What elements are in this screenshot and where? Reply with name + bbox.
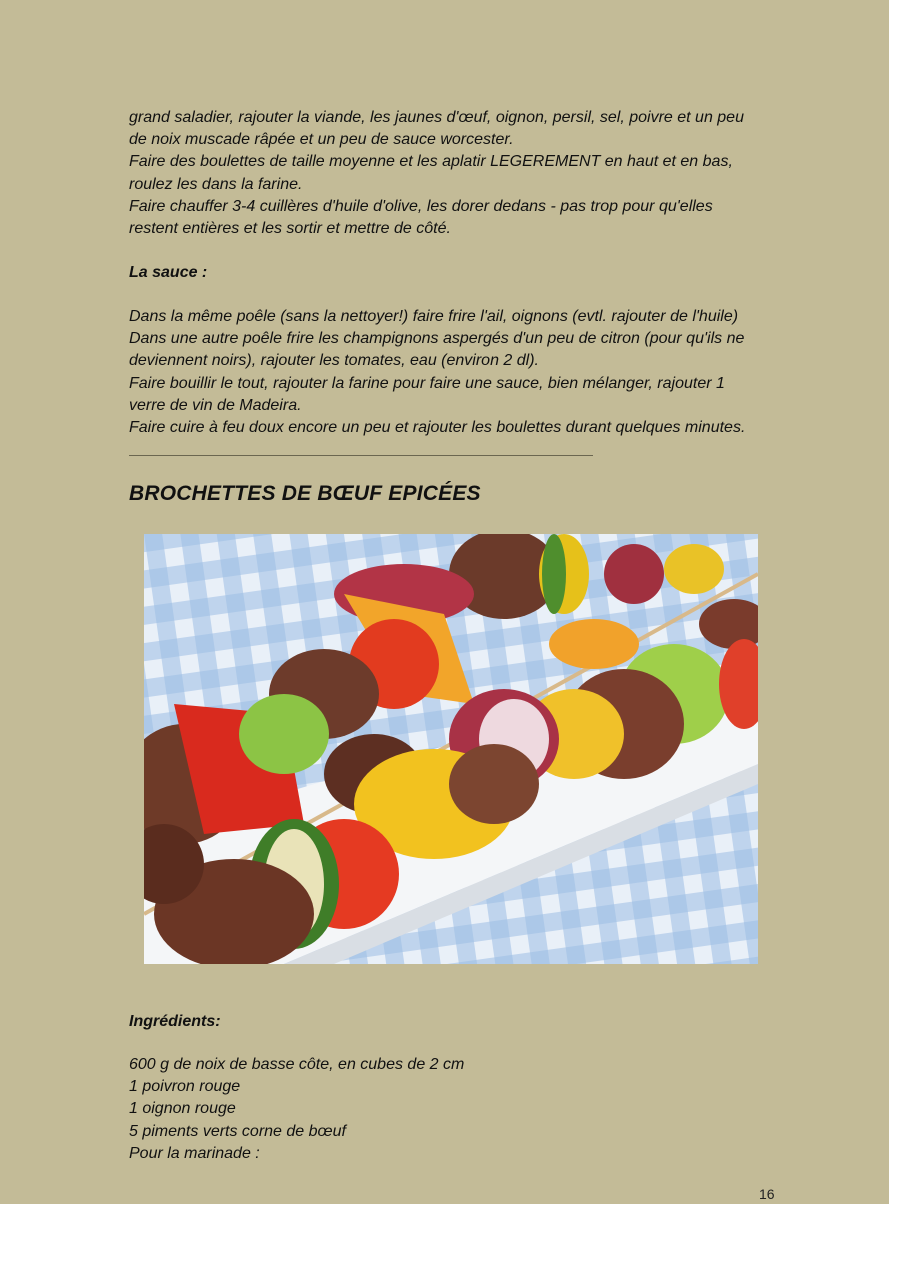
ingredients-heading-block xyxy=(129,1011,789,1033)
text-line: deviennent noirs), rajouter les tomates, eau (environ 2 dl). xyxy=(129,352,539,370)
recipe-title: BROCHETTES DE BŒUF EPICÉES xyxy=(129,482,481,505)
text-line: verre de vin de Madeira. xyxy=(129,396,302,414)
page-number: 16 xyxy=(759,1186,775,1202)
intro-paragraph xyxy=(129,107,789,240)
sauce-heading-block xyxy=(129,262,789,284)
sauce-heading: La sauce : xyxy=(129,264,208,281)
text-line: roulez les dans la farine. xyxy=(129,175,303,193)
ingredients-heading: Ingrédients: xyxy=(129,1013,221,1030)
list-item: Pour la marinade : xyxy=(129,1144,260,1162)
text-line: de noix muscade râpée et un peu de sauce worcester. xyxy=(129,131,514,149)
list-item: 1 oignon rouge xyxy=(129,1100,236,1118)
text-line: Faire bouillir le tout, rajouter la farine pour faire une sauce, bien mélanger, rajouter 1 xyxy=(129,374,725,392)
ingredients-list xyxy=(129,1054,789,1165)
text-line: Faire chauffer 3-4 cuillères d'huile d'olive, les dorer dedans - pas trop pour qu'elles xyxy=(129,197,713,215)
sauce-paragraph xyxy=(129,306,789,439)
text-line: grand saladier, rajouter la viande, les jaunes d'œuf, oignon, persil, sel, poivre et un peu xyxy=(129,109,744,126)
section-divider xyxy=(129,455,593,456)
list-item: 1 poivron rouge xyxy=(129,1078,241,1096)
list-item: 5 piments verts corne de bœuf xyxy=(129,1122,346,1140)
text-line: Faire cuire à feu doux encore un peu et rajouter les boulettes durant quelques minutes. xyxy=(129,419,746,437)
text-line: Faire des boulettes de taille moyenne et les aplatir LEGEREMENT en haut et en bas, xyxy=(129,153,733,171)
list-item: 600 g de noix de basse côte, en cubes de 2 cm xyxy=(129,1056,465,1073)
text-line: Dans une autre poêle frire les champignons aspergés d'un peu de citron (pour qu'ils ne xyxy=(129,330,745,348)
text-line: restent entières et les sortir et mettre de côté. xyxy=(129,220,451,238)
kebab-photo xyxy=(144,534,758,964)
text-line: Dans la même poêle (sans la nettoyer!) faire frire l'ail, oignons (evtl. rajouter de l'huile) xyxy=(129,308,739,325)
